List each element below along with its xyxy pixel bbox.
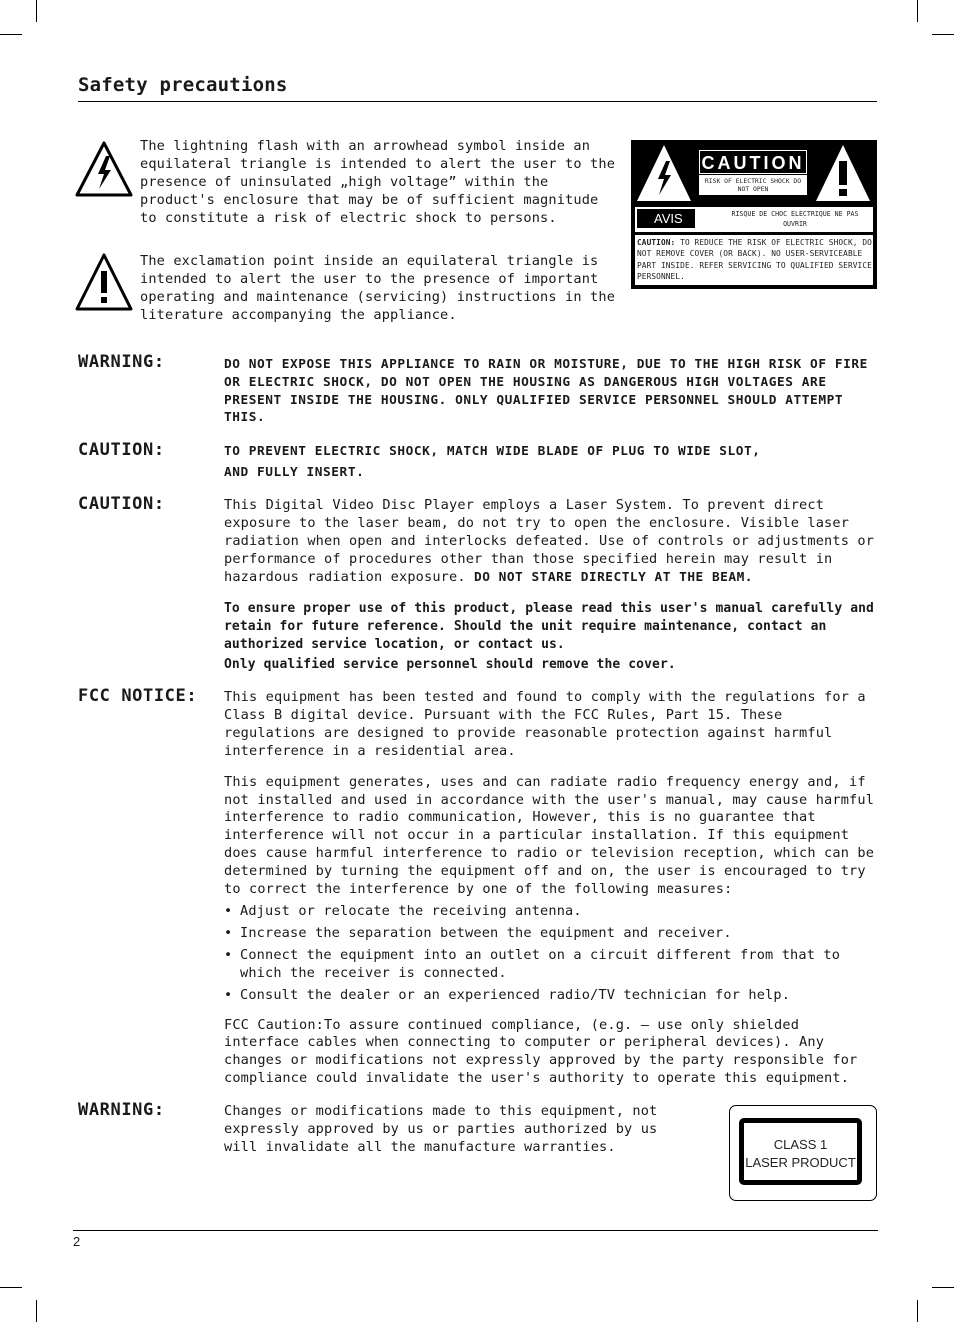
bullet-icon: • [224, 924, 233, 941]
exclamation-triangle-icon [75, 253, 133, 311]
caution-laser-block [224, 497, 876, 675]
avis-text: RISQUE DE CHOC ELECTRIQUE NE PAS OUVRIR [731, 210, 859, 228]
caution-label-heading: CAUTION: [78, 440, 165, 460]
bullet-icon: • [224, 986, 233, 1003]
crop-mark [917, 1300, 918, 1322]
avis-badge: AVIS [637, 209, 695, 228]
avis-row [635, 207, 873, 232]
service-note: Only qualified service personnel should remove the cover. [224, 657, 676, 673]
fcc-measures-list [224, 903, 876, 1005]
caution-label-instructions [635, 235, 873, 285]
warranty-warning-text: Changes or modifications made to this equipment, not expressly approved by us or parties authorized by us will invalidate all the manufacture warranties. [224, 1103, 658, 1155]
caution-laser-body: This Digital Video Disc Player employs a Laser System. To prevent direct exposure to the laser beam, do not try to open the enclosure. Visible laser radiation when open and interlocks defeated. Use of controls or adjustments or performance of procedures other than those specified herein may result in hazardous radiation exposure. [224, 497, 875, 585]
laser-class-line: LASER PRODUCT [745, 1155, 856, 1170]
warning-text: DO NOT EXPOSE THIS APPLIANCE TO RAIN OR MOISTURE, DUE TO THE HIGH RISK OF FIRE OR ELECTRIC SHOCK, DO NOT OPEN THE HOUSING AS DANGEROUS HIGH VOLTAGES ARE PRESENT INSIDE THE HOUSING. ONLY QUALIFIED SERVICE PERSONNEL SHOULD ATTEMPT THIS. [224, 357, 868, 426]
laser-class-label [729, 1105, 877, 1201]
list-item [224, 903, 876, 921]
warning-label: WARNING: [78, 1100, 165, 1120]
fcc-paragraph: FCC Caution:To assure continued compliance, (e.g. – use only shielded interface cables when connecting to computer or peripheral devices). Any changes or modifications not expressly approved by the party responsible for compliance could invalidate the user's authority to operate this equipment. [224, 1016, 858, 1087]
fcc-paragraph: This equipment has been tested and found to comply with the regulations for a Class B digital device. Pursuant with the FCC Rules, Part 15. These regulations are designed to provide reasonable protection against harmful interference in a residential area. [224, 689, 866, 759]
user-manual-note: To ensure proper use of this product, please read this user's manual carefully and retain for future reference. Should the unit require maintenance, contact an authorized service location, or contact us. [224, 600, 874, 653]
lightning-triangle-icon [635, 143, 693, 203]
warning-label: WARNING: [78, 352, 165, 372]
exclamation-description: The exclamation point inside an equilateral triangle is intended to alert the user to the presence of important operating and maintenance (servicing) instructions in the literature accompanying the appliance. [140, 253, 616, 323]
caution-label-subtitle: RISK OF ELECTRIC SHOCK DO NOT OPEN [699, 175, 807, 195]
caution-label [631, 140, 877, 289]
caution-plug-line: AND FULLY INSERT. [224, 464, 365, 480]
crop-mark [36, 0, 37, 22]
bullet-icon: • [224, 946, 233, 963]
list-item-text: Increase the separation between the equipment and receiver. [240, 924, 732, 941]
lightning-triangle-icon [75, 141, 133, 197]
crop-mark [0, 1287, 22, 1288]
caution-laser-heading: CAUTION: [78, 494, 165, 514]
title-divider [78, 101, 877, 102]
fcc-notice-block [224, 689, 876, 1088]
crop-mark [932, 1287, 954, 1288]
crop-mark [932, 34, 954, 35]
fcc-paragraph: This equipment generates, uses and can radiate radio frequency energy and, if not installed and used in accordance with the user's manual, may cause harmful interference to radio communication, However, this is no guarantee that interference will not occur in a particular installation. If this equipment does cause harmful interference to radio or television reception, which can be determined by turning the equipment off and on, the user is encouraged to try to correct the interference by one of the following measures: [224, 773, 875, 898]
list-item-text: Consult the dealer or an experienced radio/TV technician for help. [240, 986, 791, 1003]
caution-label-title: CAUTION [699, 150, 807, 174]
list-item-text: Connect the equipment into an outlet on a circuit different from that to which the receiver is connected. [240, 946, 841, 981]
caution-laser-text [224, 497, 876, 587]
bullet-icon: • [224, 902, 233, 919]
laser-class-inner [739, 1118, 862, 1185]
caution-label-text: TO REDUCE THE RISK OF ELECTRIC SHOCK, DO NOT REMOVE COVER (OR BACK). NO USER-SERVICEABLE PART INSIDE. REFER SERVICING TO QUALIFIED SERVICE PERSONNEL. [637, 238, 872, 282]
caution-plug-text [224, 443, 876, 482]
crop-mark [36, 1300, 37, 1322]
page-number: 2 [73, 1234, 81, 1249]
page-title: Safety precautions [78, 74, 288, 96]
caution-label-lead: CAUTION: [637, 238, 676, 247]
caution-plug-line: TO PREVENT ELECTRIC SHOCK, MATCH WIDE BLADE OF PLUG TO WIDE SLOT, [224, 444, 761, 459]
caution-laser-emphasis: DO NOT STARE DIRECTLY AT THE BEAM. [474, 569, 753, 585]
fcc-notice-heading: FCC NOTICE: [78, 686, 198, 706]
list-item [224, 925, 876, 943]
footer-divider [73, 1230, 878, 1231]
laser-class-line: CLASS 1 [773, 1137, 828, 1152]
crop-mark [917, 0, 918, 22]
lightning-description: The lightning flash with an arrowhead symbol inside an equilateral triangle is intended to alert the user to the presence of uninsulated „high voltage” within the product's enclosure that may be of sufficient magnitude to constitute a risk of electric shock to persons. [140, 138, 616, 226]
list-item [224, 987, 876, 1005]
list-item-text: Adjust or relocate the receiving antenna. [240, 902, 582, 919]
exclamation-triangle-icon [814, 143, 872, 203]
crop-mark [0, 34, 22, 35]
list-item [224, 947, 876, 983]
